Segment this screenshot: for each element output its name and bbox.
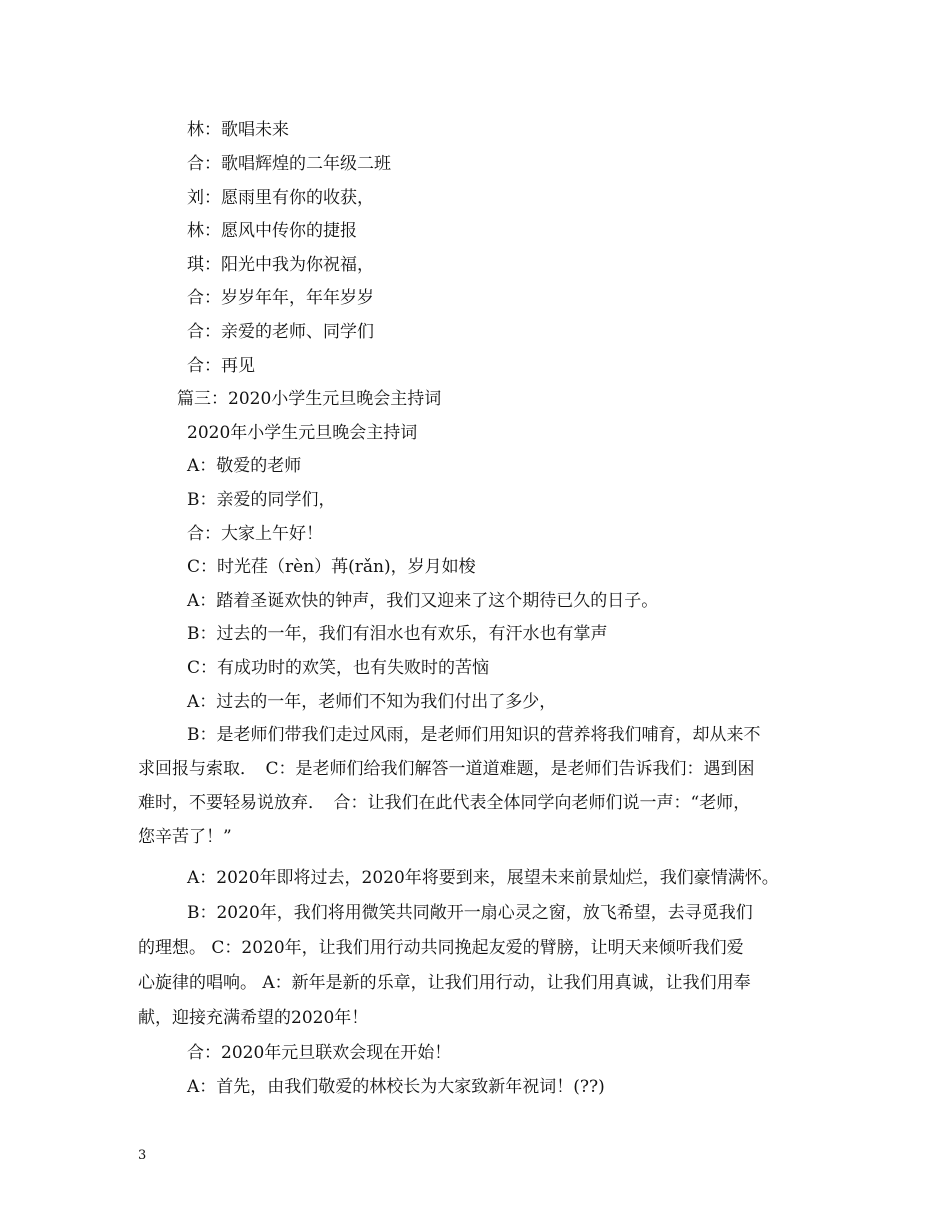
text-line: A：敬爱的老师 [187,456,302,476]
text-line: 合：2020年元旦联欢会现在开始！ [187,1043,452,1063]
document-title: 2020年小学生元旦晚会主持词 [187,423,418,443]
text-line: B：过去的一年，我们有泪水也有欢乐，有汗水也有掌声 [187,624,608,644]
text-line: 林：愿风中传你的捷报 [187,221,357,241]
text-line: 琪：阳光中我为你祝福， [187,255,374,275]
section-heading: 篇三：2020小学生元旦晚会主持词 [177,389,442,409]
text-line: A：踏着圣诞欢快的钟声，我们又迎来了这个期待已久的日子。 [187,591,659,611]
text-line: 您辛苦了！” [138,827,232,847]
text-line: B：亲爱的同学们， [187,490,336,510]
text-line: 求回报与索取． C：是老师们给我们解答一道道难题，是老师们告诉我们：遇到困 [138,759,755,779]
text-line: A：2020年即将过去，2020年将要到来，展望未来前景灿烂，我们豪情满怀。 [187,868,779,888]
text-line: B：2020年，我们将用微笑共同敞开一扇心灵之窗，放飞希望，去寻觅我们 [187,903,753,923]
text-line: 林：歌唱未来 [187,120,289,140]
text-line: 合：亲爱的老师、同学们 [187,322,374,342]
text-line: 心旋律的唱响。 A：新年是新的乐章，让我们用行动，让我们用真诚，让我们用奉 [138,973,751,993]
text-line: 合：再见 [187,356,255,376]
text-line: 刘：愿雨里有你的收获， [187,188,374,208]
text-line: A：过去的一年，老师们不知为我们付出了多少， [187,692,557,712]
text-line: B：是老师们带我们走过风雨，是老师们用知识的营养将我们哺育，却从来不 [187,725,761,745]
text-line: C：时光荏（rèn）苒(rǎn)，岁月如梭 [187,557,476,577]
text-line: C：有成功时的欢笑，也有失败时的苦恼 [187,658,490,678]
text-line: 合：岁岁年年，年年岁岁 [187,288,374,308]
text-line: 合：大家上午好！ [187,524,323,544]
text-line: 难时，不要轻易说放弃． 合：让我们在此代表全体同学向老师们说一声：“老师， [138,793,751,813]
text-line: 合：歌唱辉煌的二年级二班 [187,154,391,174]
text-line: 的理想。 C：2020年，让我们用行动共同挽起友爱的臂膀，让明天来倾听我们爱 [138,938,744,958]
page-number: 3 [138,1148,147,1163]
text-line: 献，迎接充满希望的2020年！ [138,1008,369,1028]
text-line: A：首先，由我们敬爱的林校长为大家致新年祝词！(??) [187,1077,605,1097]
